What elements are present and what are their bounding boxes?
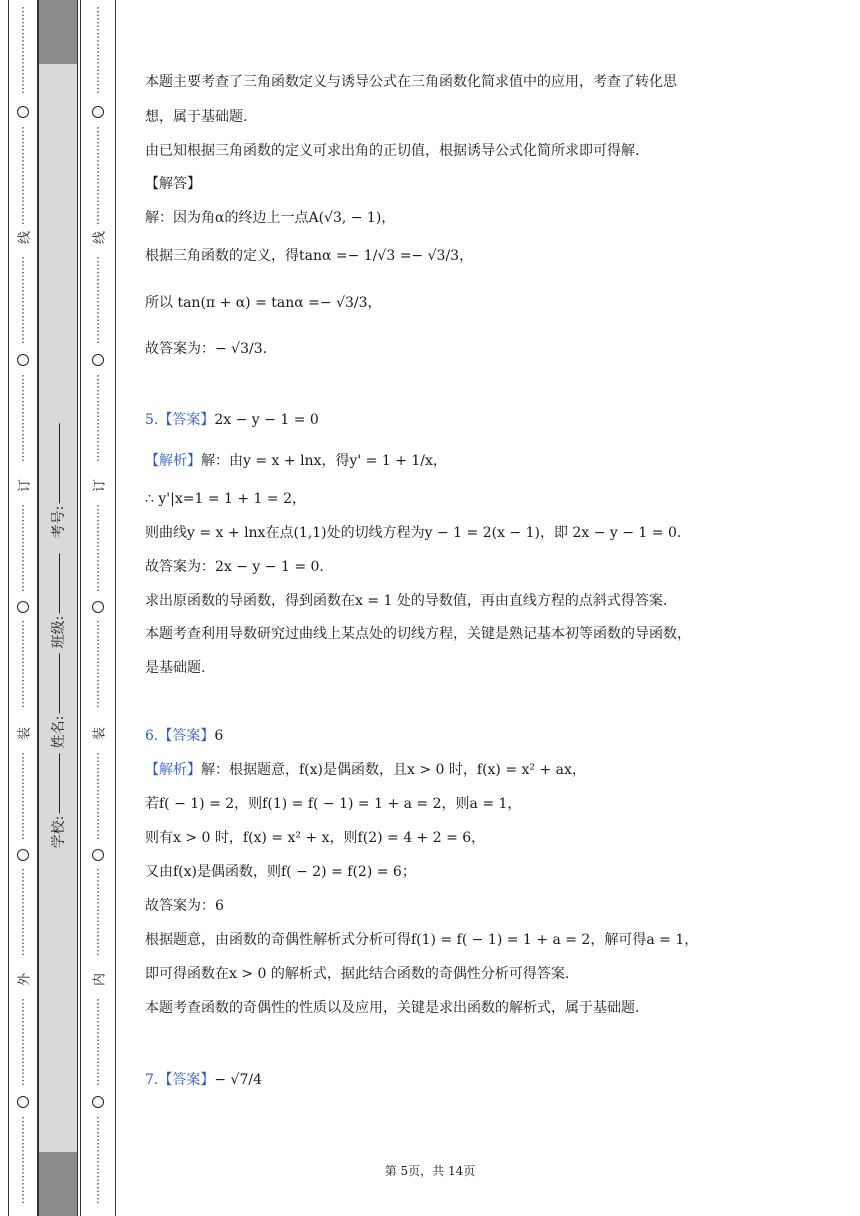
exam-no-field (48, 422, 68, 539)
dotted-line: ⋮ ⋮ ⋮ ⋮ ⋮ ⋮ ⋮ ⋮ (92, 373, 104, 463)
q6-analysis-tag: 【解析】 (145, 762, 201, 778)
student-info-strip (38, 0, 78, 1216)
q5-line5: 求出原函数的导函数，得到函数在x = 1 处的导数值，再由直线方程的点斜式得答案. (145, 593, 668, 609)
dotted-line: ⋮ ⋮ ⋮ ⋮ ⋮ ⋮ ⋮ ⋮ (17, 997, 29, 1087)
outer-mark-ding: 订 (17, 478, 33, 493)
dark-block-top (39, 0, 77, 64)
q6-line6: 根据题意，由函数的奇偶性解析式分析可得f(1) = f( − 1) = 1 + a = 2，解可得a = 1， (145, 932, 699, 948)
prev-answer-tag: 【解答】 (145, 176, 201, 192)
q5-analysis-tag: 【解析】 (145, 453, 201, 469)
prev-summary-line1: 本题主要考查了三角函数定义与诱导公式在三角函数化简求值中的应用，考查了转化思 (145, 74, 677, 90)
inner-mark-nei: 内 (92, 972, 108, 987)
inner-mark-ding: 订 (92, 478, 108, 493)
q7-header (145, 1070, 735, 1090)
dotted-line: ⋮ ⋮ ⋮ ⋮ ⋮ ⋮ ⋮ ⋮ ⋮ (17, 125, 29, 226)
q7-number: 7. (145, 1072, 159, 1088)
page-footer: 第 5页，共 14页 (384, 1164, 476, 1178)
circle-mark (92, 106, 104, 118)
dotted-line: ⋮ ⋮ ⋮ ⋮ ⋮ ⋮ ⋮ ⋮ (92, 751, 104, 841)
circle-mark (17, 849, 29, 861)
q5-line1-text: 解：由y = x + lnx，得y' = 1 + 1/x， (201, 453, 447, 469)
outer-mark-zhuang: 装 (17, 726, 33, 741)
q5-line4: 故答案为：2x − y − 1 = 0. (145, 559, 324, 575)
q6-answer: 6 (214, 728, 224, 744)
q6-line7: 即可得函数在x > 0 的解析式，据此结合函数的奇偶性分析可得答案. (145, 966, 570, 982)
q5-answer-tag: 【答案】 (158, 412, 215, 428)
outer-binding-strip (8, 0, 38, 1216)
dotted-line: ⋮ ⋮ ⋮ ⋮ ⋮ ⋮ ⋮ ⋮ (17, 373, 29, 463)
q5-line7: 是基础题. (145, 660, 206, 676)
circle-mark (92, 354, 104, 366)
circle-mark (17, 601, 29, 613)
outer-mark-xian: 线 (17, 230, 33, 245)
dotted-line: ⋮ ⋮ ⋮ ⋮ ⋮ ⋮ ⋮ ⋮ (92, 1115, 104, 1205)
name-label: 姓名: (51, 715, 67, 749)
dotted-line: ⋮ ⋮ ⋮ ⋮ ⋮ ⋮ ⋮ ⋮ (17, 867, 29, 957)
q6-number: 6. (145, 728, 159, 744)
q5-line3: 则曲线y = x + lnx在点(1,1)处的切线方程为y − 1 = 2(x − 1)，即 2x − y − 1 = 0. (145, 525, 682, 541)
q5-number: 5. (145, 412, 159, 428)
dotted-line: ⋮ ⋮ ⋮ ⋮ ⋮ ⋮ ⋮ ⋮ (17, 1115, 29, 1205)
circle-mark (17, 106, 29, 118)
prev-solution-line2: 根据三角函数的定义，得tanα =− 1/√3 =− √3/3， (145, 248, 474, 264)
q5-analysis-line1 (145, 451, 735, 471)
school-field (48, 752, 68, 849)
class-field (48, 552, 68, 649)
inner-mark-xian: 线 (92, 230, 108, 245)
dotted-line: ⋮ ⋮ ⋮ ⋮ ⋮ ⋮ ⋮ ⋮ (92, 619, 104, 709)
circle-mark (92, 849, 104, 861)
q5-line2: ∴ y'|x=1 = 1 + 1 = 2， (145, 491, 306, 507)
q6-line4: 又由f(x)是偶函数，则f( − 2) = f(2) = 6； (145, 864, 416, 880)
q5-header (145, 410, 735, 430)
inner-mark-zhuang: 装 (92, 726, 108, 741)
q5-answer: 2x − y − 1 = 0 (214, 412, 319, 428)
circle-mark (92, 1096, 104, 1108)
dotted-line: ⋮ ⋮ ⋮ ⋮ ⋮ ⋮ ⋮ ⋮ (17, 503, 29, 593)
q6-line5: 故答案为：6 (145, 898, 224, 914)
school-label: 学校: (51, 815, 67, 849)
prev-solution-line3: 所以 tan(π + α) = tanα =− √3/3， (145, 295, 382, 311)
outer-mark-wai: 外 (17, 972, 33, 987)
q6-answer-tag: 【答案】 (158, 728, 215, 744)
q6-line8: 本题考查函数的奇偶性的性质以及应用，关键是求出函数的解析式，属于基础题. (145, 1000, 640, 1016)
dotted-line: ⋮ ⋮ ⋮ ⋮ ⋮ ⋮ ⋮ ⋮ (17, 751, 29, 841)
dotted-line: ⋮ ⋮ ⋮ ⋮ ⋮ ⋮ ⋮ ⋮ (17, 619, 29, 709)
q7-answer: − √7/4 (214, 1072, 262, 1088)
class-label: 班级: (51, 615, 67, 649)
dotted-line: ⋮ ⋮ ⋮ ⋮ ⋮ ⋮ ⋮ ⋮ ⋮ (92, 125, 104, 226)
q6-line3: 则有x > 0 时，f(x) = x² + x，则f(2) = 4 + 2 = 6， (145, 830, 486, 846)
q5-line6: 本题考查利用导数研究过曲线上某点处的切线方程，关键是熟记基本初等函数的导函数， (145, 626, 691, 642)
circle-mark (17, 354, 29, 366)
q6-header (145, 726, 735, 746)
dotted-line: ⋮ ⋮ ⋮ ⋮ ⋮ ⋮ ⋮ ⋮ (92, 503, 104, 593)
dotted-line: ⋮ ⋮ ⋮ ⋮ ⋮ ⋮ ⋮ ⋮ (92, 867, 104, 957)
exam-no-label: 考号: (51, 505, 67, 539)
prev-summary-line2: 想，属于基础题. (145, 109, 248, 125)
q6-line1-text: 解：根据题意，f(x)是偶函数，且x > 0 时，f(x) = x² + ax， (201, 762, 586, 778)
q6-line2: 若f( − 1) = 2，则f(1) = f( − 1) = 1 + a = 2，则a = 1， (145, 796, 522, 812)
name-field (48, 652, 68, 749)
prev-solution-line1: 解：因为角α的终边上一点A(√3, − 1)， (145, 210, 396, 226)
inner-binding-strip (80, 0, 116, 1216)
dotted-line: ⋮ ⋮ ⋮ ⋮ ⋮ ⋮ ⋮ ⋮ (92, 255, 104, 345)
dotted-line: ⋮ ⋮ ⋮ ⋮ ⋮ ⋮ ⋮ ⋮ (17, 255, 29, 345)
circle-mark (17, 1096, 29, 1108)
q6-analysis-line1 (145, 760, 735, 780)
circle-mark (92, 601, 104, 613)
prev-method: 由已知根据三角函数的定义可求出角的正切值，根据诱导公式化简所求即可得解. (145, 143, 640, 159)
prev-solution-line4: 故答案为：− √3/3. (145, 341, 268, 357)
dotted-line: ⋮ ⋮ ⋮ ⋮ ⋮ ⋮ ⋮ ⋮ (92, 5, 104, 95)
dotted-line: ⋮ ⋮ ⋮ ⋮ ⋮ ⋮ ⋮ ⋮ (17, 5, 29, 95)
q7-answer-tag: 【答案】 (158, 1072, 215, 1088)
dotted-line: ⋮ ⋮ ⋮ ⋮ ⋮ ⋮ ⋮ ⋮ (92, 997, 104, 1087)
